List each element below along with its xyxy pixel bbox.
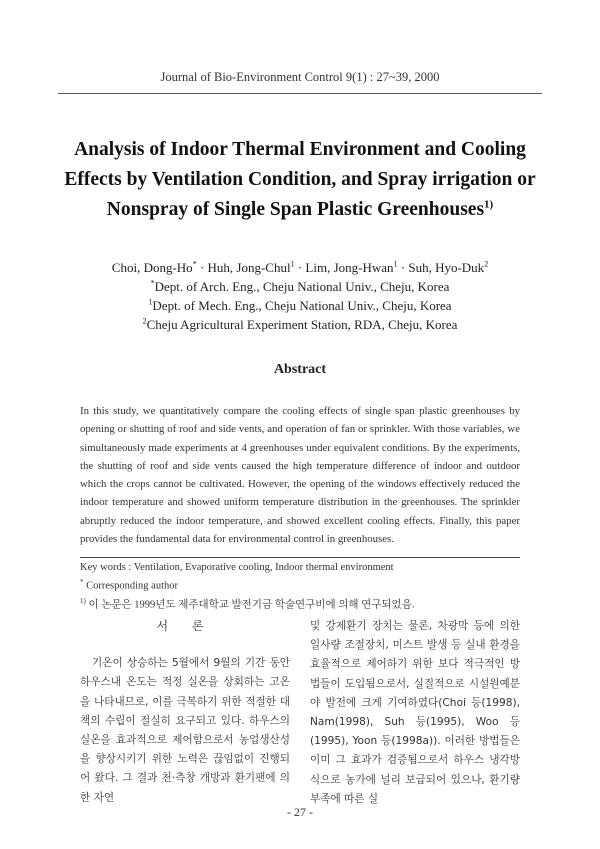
body-paragraph-right: 및 강제환기 장치는 물론, 차광막 등에 의한 일사량 조절장치, 미스트 발생 등 실내 환경을 효율적으로 제어하기 위한 보다 적극적인 방법들이 도입됨으로서, 실질적으로 시설원예분야 발전에 크게 기여하였다(Choi 등(1998), Nam(1998), Suh 등(1995), Woo 등(1995), Yoon 등(1998a)). 이러한 방법들은 이미 그 효과가 검증됨으로서 하우스 냉각방식으로 농가에 널리 보급되어 있으나, 환기량 부족에 따른 실 bbox=[310, 620, 520, 805]
footnotes bbox=[80, 560, 540, 612]
author-list bbox=[40, 258, 560, 277]
header-rule bbox=[58, 93, 542, 94]
body-paragraph-left: 기온이 상승하는 5월에서 9월의 기간 동안 하우스내 온도는 적정 실온을 상회하는 고온을 나타내므로, 이를 극복하기 위한 적절한 대책의 수립이 절실히 요구되고 있다. 하우스의 실온을 효과적으로 제어함으로서 농업생산성을 향상시키기 위한 노력은 끊임없이 진행되어 왔다. 그 결과 천·측창 개방과 환기팬에 의한 자연 bbox=[80, 657, 290, 804]
body-column-left bbox=[80, 617, 290, 808]
author-3-mark: 1 bbox=[393, 259, 398, 269]
abstract-rule bbox=[80, 557, 520, 558]
affiliation-2-text: Dept. of Mech. Eng., Cheju National Univ., Cheju, Korea bbox=[152, 298, 452, 313]
page-number: - 27 - bbox=[287, 805, 313, 819]
title-text: Analysis of Indoor Thermal Environment and Cooling Effects by Ventilation Condition, and Spray irrigation or Nonspray of Single Span Plastic Greenhouses bbox=[64, 139, 536, 220]
funding-mark: 1) bbox=[80, 596, 86, 605]
affiliation-2 bbox=[40, 296, 560, 315]
author-4: · Suh, Hyo-Duk bbox=[397, 260, 485, 275]
affiliation-1-text: Dept. of Arch. Eng., Cheju National Univ., Cheju, Korea bbox=[154, 279, 450, 294]
funding-text: 이 논문은 1999년도 제주대학교 발전기금 학술연구비에 의해 연구되었음. bbox=[85, 599, 415, 610]
journal-header: Journal of Bio-Environment Control 9(1) : 27~39, 2000 bbox=[160, 70, 440, 84]
author-2: · Huh, Jong-Chul bbox=[196, 260, 291, 275]
affiliation-1 bbox=[40, 277, 560, 296]
affiliation-3-mark: 2 bbox=[142, 316, 147, 326]
author-1-mark: * bbox=[192, 259, 197, 269]
paper-title bbox=[60, 135, 540, 225]
section-heading-introduction: 서 론 bbox=[156, 619, 214, 633]
corresponding-note bbox=[80, 575, 540, 594]
affiliation-3 bbox=[40, 315, 560, 334]
author-4-mark: 2 bbox=[484, 259, 489, 269]
author-1: Choi, Dong-Ho bbox=[111, 260, 193, 275]
title-footnote-mark: 1) bbox=[484, 198, 494, 211]
abstract-text: In this study, we quantitatively compare the cooling effects of single span plastic greenhouses by opening or shutting of roof and side vents, and operation of fan or sprinkler. With those variables, we simultaneously made experiments at 4 greenhouses under equivalent conditions. By the experiments, the shutting of roof and side vents caused the high temperature difference of indoor and outdoor which the crops cannot be cultivated. However, the opening of the windows effectively reduced the indoor temperature and showed uniform temperature distribution in the greenhouses. The sprinkler abruptly reduced the indoor temperature, and showed excellent cooling effects. Finally, this paper provides the fundamental data for environmental control in greenhouses. bbox=[80, 405, 520, 546]
author-block bbox=[40, 258, 560, 334]
affiliation-3-text: Cheju Agricultural Experiment Station, RDA, Cheju, Korea bbox=[146, 317, 458, 332]
affiliation-1-mark: * bbox=[150, 278, 155, 288]
affiliation-2-mark: 1 bbox=[148, 297, 153, 307]
abstract-heading: Abstract bbox=[273, 362, 327, 377]
author-2-mark: 1 bbox=[290, 259, 295, 269]
corresponding-text: Corresponding author bbox=[83, 580, 178, 592]
corresponding-mark: * bbox=[80, 578, 84, 586]
keywords: Key words : Ventilation, Evaporative cooling, Indoor thermal environment bbox=[80, 562, 394, 573]
author-3: · Lim, Jong-Hwan bbox=[294, 260, 394, 275]
funding-note bbox=[80, 594, 540, 613]
body-column-right bbox=[310, 617, 520, 809]
